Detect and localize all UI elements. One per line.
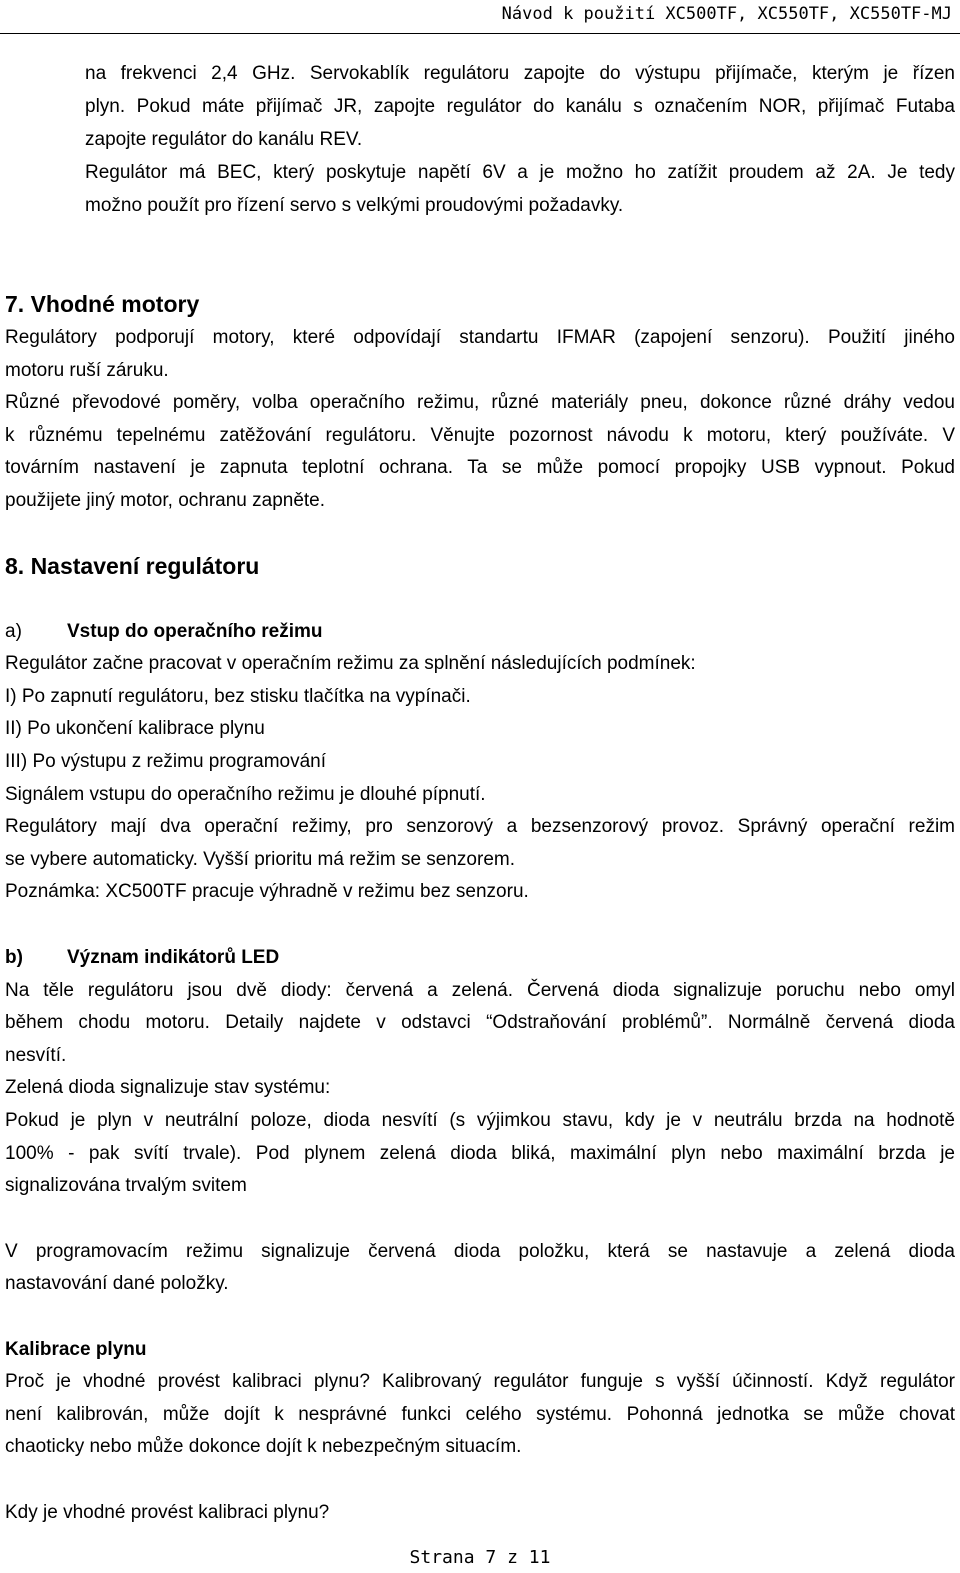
subsection-a-line-5: Signálem vstupu do operačního režimu je dlouhé pípnutí. — [5, 784, 486, 805]
subsection-a-title: Vstup do operačního režimu — [67, 621, 323, 642]
intro-line-4: Regulátor má BEC, který poskytuje napětí 6V a je možno ho zatížit proudem až 2A. Je tedy — [85, 162, 955, 183]
header-divider — [0, 33, 960, 34]
subsection-a-label: a) — [5, 621, 22, 642]
calibration-line-1: Proč je vhodné provést kalibraci plynu? Kalibrovaný regulátor funguje s vyšší účinností. Když regulátor — [5, 1371, 955, 1392]
calibration-title: Kalibrace plynu — [5, 1339, 147, 1360]
programming-line-2: nastavování dané položky. — [5, 1273, 229, 1294]
subsection-a-line-4: III) Po výstupu z režimu programování — [5, 751, 327, 772]
section-7-line-3: Různé převodové poměry, volba operačního režimu, různé materiály pneu, dokonce různé dráhy vedou — [5, 392, 955, 413]
calibration-line-3: chaoticky nebo může dokonce dojít k nebezpečným situacím. — [5, 1436, 522, 1457]
subsection-a-line-3: II) Po ukončení kalibrace plynu — [5, 718, 265, 739]
section-7-line-5: továrním nastavení je zapnuta teplotní ochrana. Ta se může pomocí propojky USB vypnout. Pokud — [5, 457, 955, 478]
subsection-b-heading — [5, 946, 955, 970]
intro-line-5: možno použít pro řízení servo s velkými proudovými požadavky. — [85, 195, 624, 216]
subsection-a-heading — [5, 620, 955, 644]
subsection-a-line-2: I) Po zapnutí regulátoru, bez stisku tlačítka na vypínači. — [5, 686, 471, 707]
page-number: Strana 7 z 11 — [409, 1547, 551, 1568]
subsection-a-line-6: Regulátory mají dva operační režimy, pro senzorový a bezsenzorový provoz. Správný operační režim — [5, 816, 955, 837]
section-7-line-1: Regulátory podporují motory, které odpovídají standartu IFMAR (zapojení senzoru). Použití jiného — [5, 327, 955, 348]
calibration-line-2: není kalibrován, může dojít k nesprávné funkci celého systému. Pohonná jednotka se může chovat — [5, 1404, 955, 1425]
section-8-heading: 8. Nastavení regulátoru — [5, 553, 260, 579]
subsection-a-line-7: se vybere automaticky. Vyšší prioritu má režim se senzorem. — [5, 849, 515, 870]
intro-line-3: zapojte regulátor do kanálu REV. — [85, 129, 363, 150]
programming-line-1: V programovacím režimu signalizuje červená dioda položku, která se nastavuje a zelená dioda — [5, 1241, 955, 1262]
subsection-b-label: b) — [5, 947, 23, 968]
header-title: Návod k použití XC500TF, XC550TF, XC550TF-MJ — [501, 4, 952, 24]
subsection-b-line-4: Zelená dioda signalizuje stav systému: — [5, 1077, 331, 1098]
subsection-a-line-8: Poznámka: XC500TF pracuje výhradně v režimu bez senzoru. — [5, 881, 529, 902]
intro-line-1: na frekvenci 2,4 GHz. Servokablík regulátoru zapojte do výstupu přijímače, kterým je řízen — [85, 63, 955, 84]
subsection-b-line-7: signalizována trvalým svitem — [5, 1175, 247, 1196]
calibration-question: Kdy je vhodné provést kalibraci plynu? — [5, 1502, 330, 1523]
subsection-b-line-1: Na těle regulátoru jsou dvě diody: červená a zelená. Červená dioda signalizuje poruchu nebo omyl — [5, 980, 955, 1001]
subsection-b-line-6: 100% - pak svítí trvale). Pod plynem zelená dioda bliká, maximální plyn nebo maximální brzda je — [5, 1143, 955, 1164]
subsection-b-line-2: během chodu motoru. Detaily najdete v odstavci “Odstraňování problémů”. Normálně červená dioda — [5, 1012, 955, 1033]
section-7-line-2: motoru ruší záruku. — [5, 360, 169, 381]
section-7-heading: 7. Vhodné motory — [5, 291, 200, 317]
section-7-line-4: k různému tepelnému zatěžování regulátoru. Věnujte pozornost návodu k motoru, který používáte. V — [5, 425, 955, 446]
subsection-a-line-1: Regulátor začne pracovat v operačním režimu za splnění následujících podmínek: — [5, 653, 696, 674]
subsection-b-line-3: nesvítí. — [5, 1045, 67, 1066]
subsection-b-line-5: Pokud je plyn v neutrální poloze, dioda nesvítí (s výjimkou stavu, kdy je v neutrálu brzda na hodnotě — [5, 1110, 955, 1131]
section-7-line-6: použijete jiný motor, ochranu zapněte. — [5, 490, 326, 511]
subsection-b-title: Význam indikátorů LED — [67, 947, 280, 968]
intro-line-2: plyn. Pokud máte přijímač JR, zapojte regulátor do kanálu s označením NOR, přijímač Futaba — [85, 96, 955, 117]
